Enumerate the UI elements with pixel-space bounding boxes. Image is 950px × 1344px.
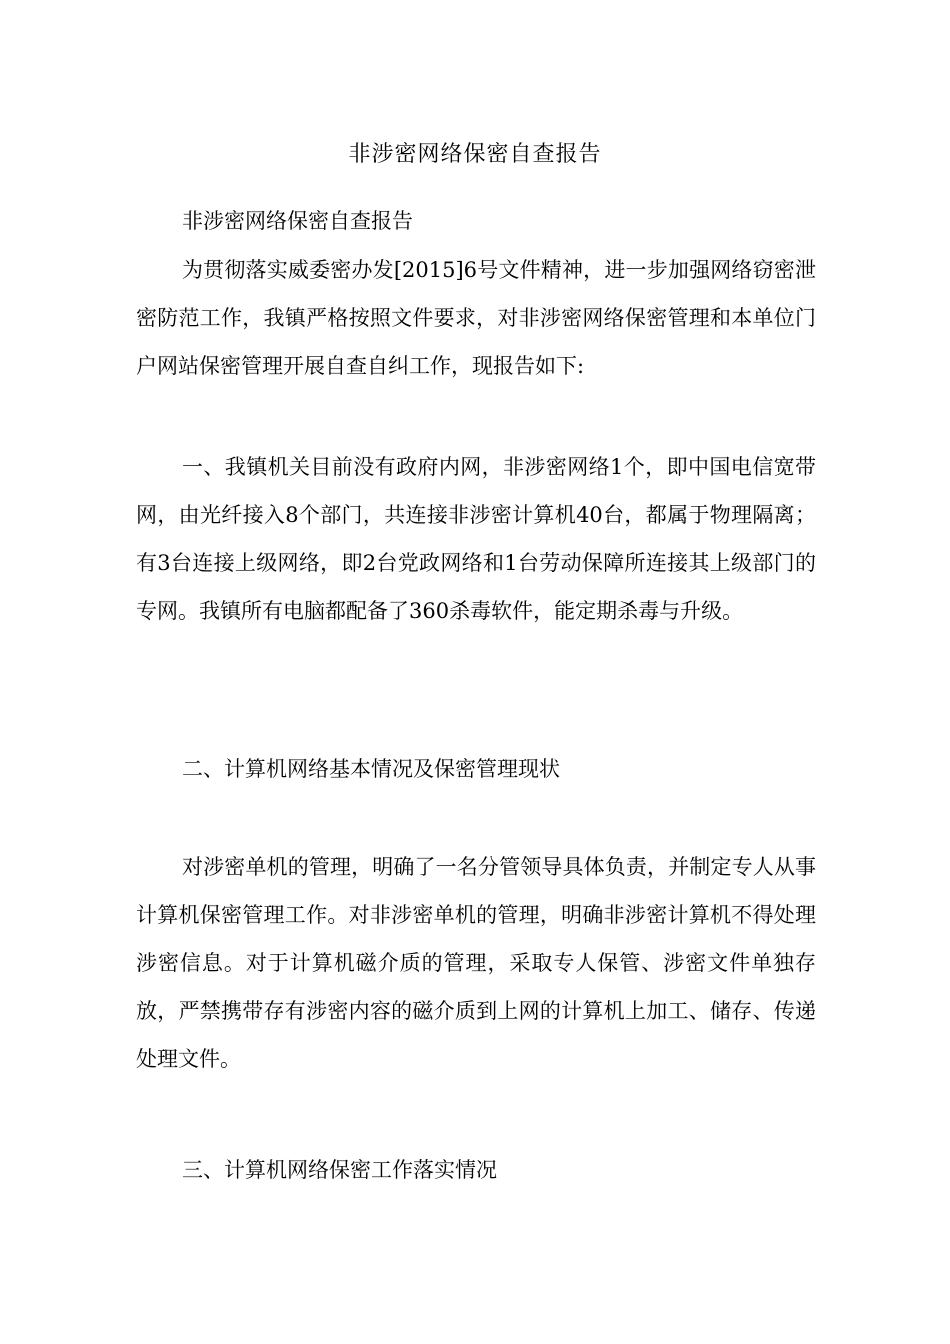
- section-2-paragraph: 对涉密单机的管理，明确了一名分管领导具体负责，并制定专人从事计算机保密管理工作。对非涉密单机的管理，明确非涉密计算机不得处理涉密信息。对于计算机磁介质的管理，采取专人保管、涉密文件单独存放，严禁携带存有涉密内容的磁介质到上网的计算机上加工、储存、传递处理文件。: [136, 855, 816, 1071]
- section-1-paragraph: 一、我镇机关目前没有政府内网，非涉密网络1个，即中国电信宽带网，由光纤接入8个部门，共连接非涉密计算机40台，都属于物理隔离；有3台连接上级网络，即2台党政网络和1台劳动保障所连接其上级部门的专网。我镇所有电脑都配备了360杀毒软件，能定期杀毒与升级。: [136, 455, 816, 623]
- section-2-heading: 二、计算机网络基本情况及保密管理现状: [182, 757, 560, 781]
- intro-paragraph: 为贯彻落实威委密办发[2015]6号文件精神，进一步加强网络窃密泄密防范工作，我镇严格按照文件要求，对非涉密网络保密管理和本单位门户网站保密管理开展自查自纠工作，现报告如下:: [136, 258, 816, 378]
- section-3-heading: 三、计算机网络保密工作落实情况: [182, 1158, 497, 1182]
- subtitle-paragraph: 非涉密网络保密自查报告: [182, 209, 413, 233]
- document-title: 非涉密网络保密自查报告: [348, 142, 602, 167]
